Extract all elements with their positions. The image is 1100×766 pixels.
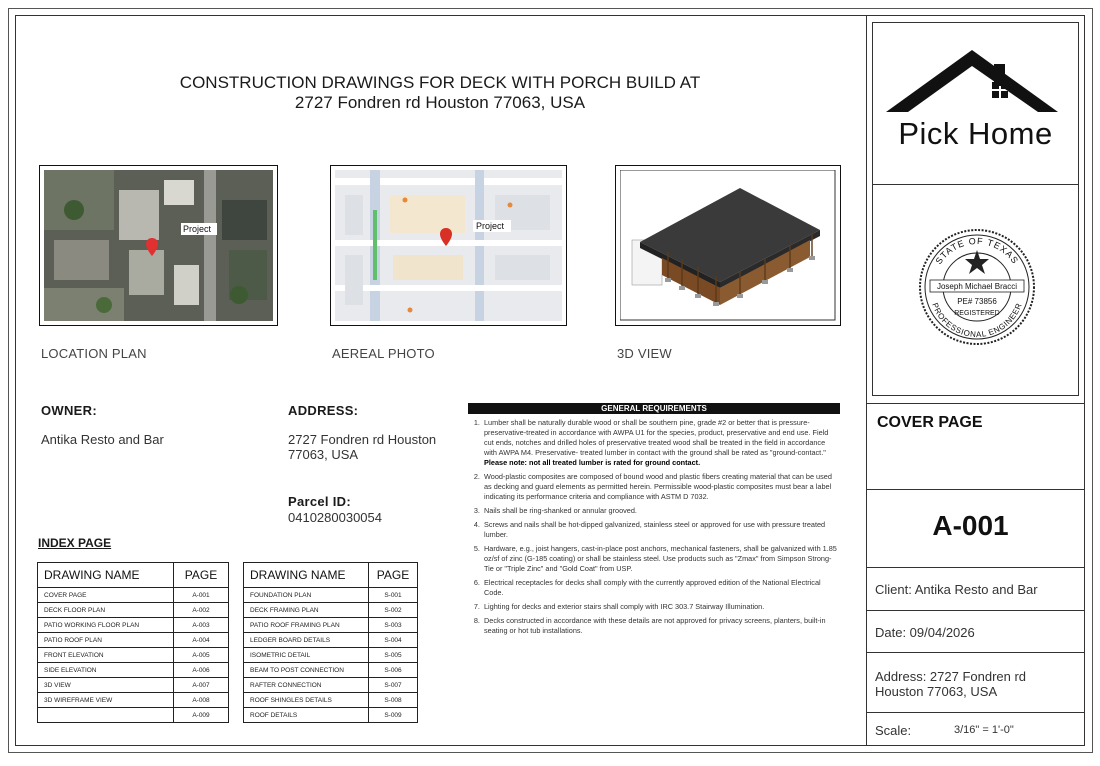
drawing-page-cell: S-007: [369, 678, 418, 693]
drawing-page-cell: S-008: [369, 693, 418, 708]
sheet-number: A-001: [932, 510, 1009, 541]
table-row: [244, 663, 418, 678]
parcel-value: 0410280030054: [288, 510, 382, 525]
date-text: Date: 09/04/2026: [875, 625, 975, 640]
satellite-map-graphic: [44, 170, 273, 321]
drawing-page-cell: S-004: [369, 633, 418, 648]
seal-engineer-name: Joseph Michael Bracci: [936, 282, 1018, 291]
requirement-item: [482, 602, 840, 612]
drawing-name-cell: DECK FRAMING PLAN: [244, 603, 369, 618]
porch-3d-graphic: [620, 170, 836, 321]
requirement-text: Screws and nails shall be hot-dipped galvanized, stainless steel or approved for use with pressure treated lumber.: [484, 520, 826, 539]
table-row: [244, 618, 418, 633]
table-row: [244, 633, 418, 648]
index-col-name: DRAWING NAME: [38, 563, 174, 588]
table-row: [244, 708, 418, 723]
table-row: [244, 648, 418, 663]
table-row: [38, 708, 229, 723]
drawing-page-cell: A-001: [174, 588, 229, 603]
drawing-page-cell: A-004: [174, 633, 229, 648]
titleblock-address-line2: Houston 77063, USA: [875, 684, 998, 699]
requirement-item: [482, 506, 840, 516]
titleblock-divider: [866, 15, 867, 746]
titleblock-address-line1: Address: 2727 Fondren rd: [875, 669, 1027, 684]
index-page-title: INDEX PAGE: [38, 536, 112, 550]
drawing-title-line1: CONSTRUCTION DRAWINGS FOR DECK WITH PORCH BUILD AT: [179, 73, 701, 92]
aerial-photo-image: [330, 165, 567, 326]
table-row: [244, 603, 418, 618]
table-row: [38, 588, 229, 603]
drawing-name-cell: RAFTER CONNECTION: [244, 678, 369, 693]
drawing-title-line2: 2727 Fondren rd Houston 77063, USA: [294, 93, 586, 112]
seal-registered-text: REGISTERED: [954, 310, 1000, 317]
drawing-name-cell: 3D VIEW: [38, 678, 174, 693]
drawing-page-cell: S-003: [369, 618, 418, 633]
titleblock-rule: [867, 610, 1085, 611]
seal-state-text: STATE OF TEXAS: [933, 235, 1021, 267]
index-table-structural: [243, 562, 418, 723]
owner-label: OWNER:: [41, 403, 97, 418]
drawing-page-cell: A-007: [174, 678, 229, 693]
drawing-name-cell: ROOF SHINGLES DETAILS: [244, 693, 369, 708]
house-roof-icon: [886, 46, 1058, 118]
requirement-item: [482, 616, 840, 636]
drawing-name-cell: 3D WIREFRAME VIEW: [38, 693, 174, 708]
logo-text: Pick Home: [898, 116, 1053, 151]
requirement-item: [482, 578, 840, 598]
drawing-page-cell: A-005: [174, 648, 229, 663]
seal-profession-text: PROFESSIONAL ENGINEER: [930, 301, 1024, 340]
drawing-page-cell: A-002: [174, 603, 229, 618]
seal-stamp-graphic: [918, 228, 1036, 346]
general-requirements-list: [468, 418, 840, 636]
address-line2: 77063, USA: [288, 447, 359, 462]
titleblock-address: [875, 669, 1026, 699]
drawing-title: [120, 73, 760, 113]
requirement-text: Decks constructed in accordance with these details are not approved for privacy screens, planters, built-in seating or hot tub installations.: [484, 616, 826, 635]
scale-label: Scale:: [875, 723, 912, 738]
3d-view-caption: 3D VIEW: [617, 346, 672, 361]
drawing-page-cell: S-001: [369, 588, 418, 603]
drawing-name-cell: DECK FLOOR PLAN: [38, 603, 174, 618]
requirement-text: Electrical receptacles for decks shall comply with the currently approved edition of the National Electrical Code.: [484, 578, 821, 597]
street-map-graphic: [335, 170, 562, 321]
requirement-item: [482, 520, 840, 540]
drawing-name-cell: PATIO ROOF PLAN: [38, 633, 174, 648]
drawing-name-cell: [38, 708, 174, 723]
pick-home-logo: [886, 46, 1058, 118]
requirement-text: Lumber shall be naturally durable wood or shall be southern pine, grade #2 or better that is pressure-preservative-treated in accordance with AWPA U1 for the species, product, preservative and end use. Field cut ends, notches and drilled holes of preservative treated wood shall be treated in the field in accordance with AWPA M4. Preservative- treated lumber in contact with the ground shall be rated as "ground-contact.": [484, 418, 829, 457]
sheet-title: COVER PAGE: [877, 414, 983, 431]
titleblock-rule: [867, 712, 1085, 713]
table-row: [38, 603, 229, 618]
aerial-photo-caption: AEREAL PHOTO: [332, 346, 435, 361]
location-project-label: Project: [183, 224, 212, 234]
table-row: [244, 678, 418, 693]
drawing-name-cell: LEDGER BOARD DETAILS: [244, 633, 369, 648]
table-row: [38, 633, 229, 648]
address-value: [288, 432, 436, 462]
table-row: [38, 618, 229, 633]
table-row: [38, 678, 229, 693]
logo-seal-divider: [872, 184, 1079, 185]
titleblock-rule: [867, 652, 1085, 653]
requirement-item: [482, 544, 840, 574]
drawing-name-cell: BEAM TO POST CONNECTION: [244, 663, 369, 678]
drawing-name-cell: FOUNDATION PLAN: [244, 588, 369, 603]
drawing-page-cell: S-005: [369, 648, 418, 663]
table-row: [244, 588, 418, 603]
index-col-name: DRAWING NAME: [244, 563, 369, 588]
general-requirements-heading: GENERAL REQUIREMENTS: [468, 403, 840, 414]
drawing-page-cell: S-009: [369, 708, 418, 723]
requirement-text: Wood-plastic composites are composed of bound wood and plastic fibers creating material that can be used as decking and guard elements as permitted herein. Permissible wood-plastic composites must bear a label indicating its performance criteria and compliance with ASTM D 7032.: [484, 472, 832, 501]
drawing-page-cell: A-003: [174, 618, 229, 633]
drawing-name-cell: FRONT ELEVATION: [38, 648, 174, 663]
requirement-text: Hardware, e.g., joist hangers, cast-in-place post anchors, mechanical fasteners, shall be galvanized with 1.85 oz/sf of zinc (G-185 coating) or shall be stainless steel. Use products such as "Zmax" from Simpson Strong-Tie or "Triple Zinc" and "Gold Coat" from USP.: [484, 544, 837, 573]
requirement-item: [482, 472, 840, 502]
titleblock-rule: [867, 567, 1085, 568]
drawing-page-cell: A-009: [174, 708, 229, 723]
table-row: [38, 693, 229, 708]
scale-value: 3/16" = 1'-0": [954, 724, 1014, 736]
requirement-text: Nails shall be ring-shanked or annular grooved.: [484, 506, 637, 515]
drawing-page-cell: S-006: [369, 663, 418, 678]
seal-license-number: PE# 73856: [957, 297, 997, 306]
parcel-label: Parcel ID:: [288, 494, 351, 509]
drawing-name-cell: ISOMETRIC DETAIL: [244, 648, 369, 663]
index-col-page: PAGE: [369, 563, 418, 588]
owner-value: Antika Resto and Bar: [41, 432, 164, 447]
table-row: [244, 693, 418, 708]
drawing-name-cell: PATIO WORKING FLOOR PLAN: [38, 618, 174, 633]
requirement-note: Please note: not all treated lumber is rated for ground contact.: [484, 458, 701, 467]
client-text: Client: Antika Resto and Bar: [875, 582, 1038, 597]
engineer-seal: [918, 228, 1036, 346]
index-table-architectural: [37, 562, 229, 723]
drawing-name-cell: SIDE ELEVATION: [38, 663, 174, 678]
drawing-name-cell: ROOF DETAILS: [244, 708, 369, 723]
drawing-name-cell: PATIO ROOF FRAMING PLAN: [244, 618, 369, 633]
requirement-item: [482, 418, 840, 468]
address-line1: 2727 Fondren rd Houston: [288, 432, 437, 447]
titleblock-rule: [867, 403, 1085, 404]
drawing-page-cell: A-008: [174, 693, 229, 708]
table-row: [38, 648, 229, 663]
location-plan-caption: LOCATION PLAN: [41, 346, 147, 361]
general-requirements: [468, 403, 840, 640]
location-plan-image: [39, 165, 278, 326]
drawing-name-cell: COVER PAGE: [38, 588, 174, 603]
drawing-page-cell: S-002: [369, 603, 418, 618]
aerial-project-label: Project: [476, 221, 505, 231]
3d-view-image: [615, 165, 841, 326]
requirement-text: Lighting for decks and exterior stairs shall comply with IRC 303.7 Stairway Illumination.: [484, 602, 765, 611]
table-row: [38, 663, 229, 678]
address-label: ADDRESS:: [288, 403, 359, 418]
titleblock-rule: [867, 489, 1085, 490]
drawing-page-cell: A-006: [174, 663, 229, 678]
index-col-page: PAGE: [174, 563, 229, 588]
